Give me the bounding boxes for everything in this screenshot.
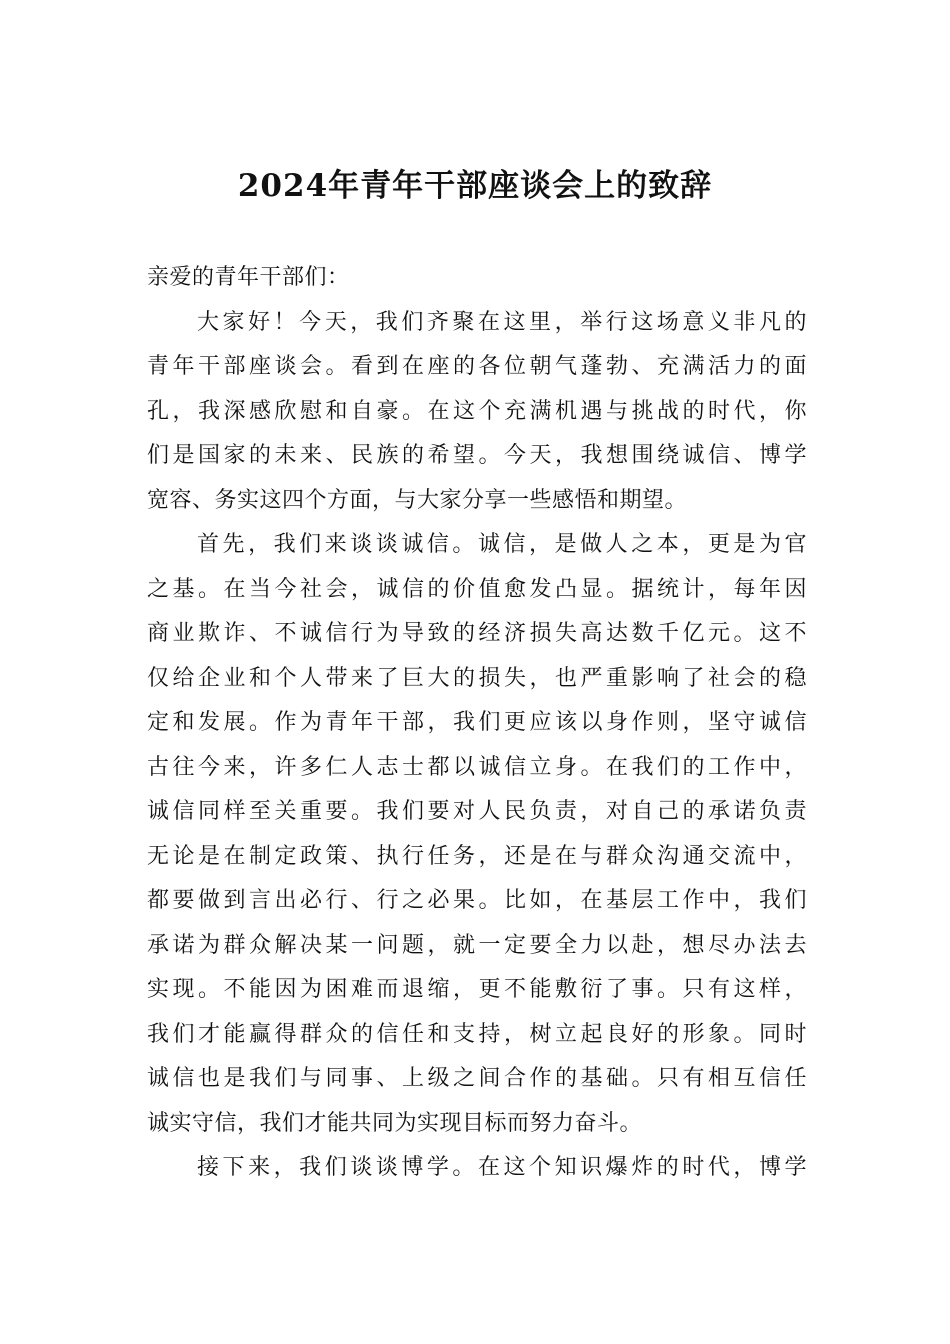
paragraph-2-line: 诚实守信，我们才能共同为实现目标而努力奋斗。	[147, 1110, 643, 1136]
salutation: 亲爱的青年干部们：	[147, 265, 350, 290]
paragraph-2-line: 商业欺诈、不诚信行为导致的经济损失高达数千亿元。这不	[147, 621, 807, 646]
paragraph-2-line: 我们才能赢得群众的信任和支持，树立起良好的形象。同时	[147, 1021, 807, 1047]
document-title: 2024年青年干部座谈会上的致辞	[237, 168, 713, 204]
paragraph-1-line: 孔，我深感欣慰和自豪。在这个充满机遇与挑战的时代，你	[147, 398, 807, 424]
paragraph-1-line: 宽容、务实这四个方面，与大家分享一些感悟和期望。	[147, 487, 688, 513]
paragraph-2-line: 无论是在制定政策、执行任务，还是在与群众沟通交流中，	[147, 843, 807, 869]
paragraph-3-line: 接下来，我们谈谈博学。在这个知识爆炸的时代，博学	[197, 1155, 807, 1180]
paragraph-2-line: 仅给企业和个人带来了巨大的损失，也严重影响了社会的稳	[147, 665, 807, 691]
paragraph-2-line: 首先，我们来谈谈诚信。诚信，是做人之本，更是为官	[197, 532, 807, 557]
paragraph-2-line: 定和发展。作为青年干部，我们更应该以身作则，坚守诚信	[147, 710, 807, 735]
paragraph-1-line: 青年干部座谈会。看到在座的各位朝气蓬勃、充满活力的面	[147, 354, 807, 379]
paragraph-2-line: 都要做到言出必行、行之必果。比如，在基层工作中，我们	[147, 888, 807, 913]
paragraph-2-line: 诚信也是我们与同事、上级之间合作的基础。只有相互信任	[147, 1066, 807, 1091]
paragraph-2-line: 古往今来，许多仁人志士都以诚信立身。在我们的工作中，	[147, 754, 807, 780]
paragraph-2-line: 实现。不能因为困难而退缩，更不能敷衍了事。只有这样，	[147, 977, 807, 1002]
paragraph-2-line: 之基。在当今社会，诚信的价值愈发凸显。据统计，每年因	[147, 576, 807, 602]
paragraph-1-line: 大家好！今天，我们齐聚在这里，举行这场意义非凡的	[197, 309, 807, 335]
document-body	[147, 256, 807, 1191]
paragraph-2-line: 诚信同样至关重要。我们要对人民负责，对自己的承诺负责	[147, 799, 807, 824]
paragraph-1-line: 们是国家的未来、民族的希望。今天，我想围绕诚信、博学	[147, 443, 807, 468]
paragraph-2-line: 承诺为群众解决某一问题，就一定要全力以赴，想尽办法去	[147, 932, 807, 958]
